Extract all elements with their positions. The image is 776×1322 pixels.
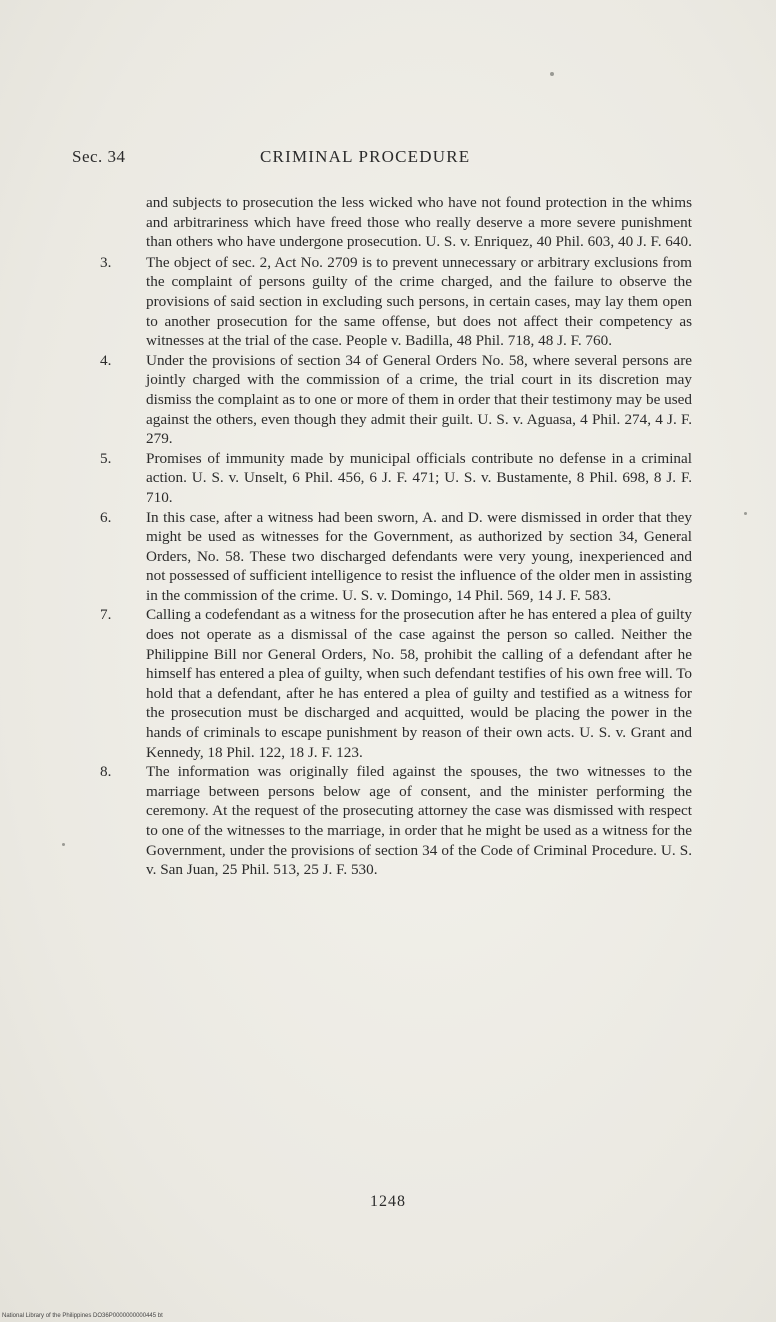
item-text: The object of sec. 2, Act No. 2709 is to prevent unnecessary or arbitrary exclusions from the complaint of persons guilty of the crime charged, and the failure to observe the provisions of said section in excluding such persons, in certain cases, may lay them open to another prosecution for the same offense, but does not affect their competency as witnesses at the trial of the case. People v. Badilla, 48 Phil. 718, 48 J. F. 760. bbox=[146, 253, 692, 350]
annotation-item-3 bbox=[100, 253, 692, 351]
item-number: 7. bbox=[100, 606, 112, 624]
scan-speck bbox=[550, 72, 554, 76]
item-number: 6. bbox=[100, 508, 112, 526]
annotation-item-8 bbox=[100, 762, 692, 880]
annotation-item-5 bbox=[100, 449, 692, 508]
page-number: 1248 bbox=[370, 1193, 406, 1210]
item-text: Calling a codefendant as a witness for the prosecution after he has entered a plea of guilty does not operate as a dismissal of the case against the person so called. Neither the Philippine Bill nor General Orders, No. 58, prohibit the calling of a defendant after he himself has entered a plea of guilty, when such defendant testifies of his own free will. To hold that a defendant, after he has entered a plea of guilty and testified as a witness for the prosecution must be discharged and acquitted, would be placing the power in the hands of criminals to escape punishment by reason of their own acts. U. S. v. Grant and Kennedy, 18 Phil. 122, 18 J. F. 123. bbox=[146, 606, 692, 761]
annotation-item-4 bbox=[100, 351, 692, 449]
item-text: The information was originally filed against the spouses, the two witnesses to the marriage between persons below age of consent, and the minister performing the ceremony. At the request of the prosecuting attorney the case was dismissed with respect to one of the witnesses to the marriage, in order that he might be used as a witness for the Government, under the provisions of section 34 of the Code of Criminal Procedure. U. S. v. San Juan, 25 Phil. 513, 25 J. F. 530. bbox=[146, 763, 692, 879]
scan-footer: National Library of the Philippines DO36P0000000000445 bt bbox=[2, 1313, 163, 1319]
item-text: Under the provisions of section 34 of General Orders No. 58, where several persons are jointly charged with the commission of a crime, the trial court in its discretion may dismiss the complaint as to one or more of them in order that their testimony may be used against the others, even though they admit their guilt. U. S. v. Aguasa, 4 Phil. 274, 4 J. F. 279. bbox=[146, 351, 692, 448]
section-label: Sec. 34 bbox=[72, 147, 126, 166]
annotation-item-6 bbox=[100, 508, 692, 606]
page-header bbox=[72, 147, 700, 171]
annotation-item-7 bbox=[100, 605, 692, 762]
scan-speck bbox=[744, 512, 747, 515]
item-text: In this case, after a witness had been sworn, A. and D. were dismissed in order that they might be used as witnesses for the Government, as authorized by section 34, General Orders, No. 58. These two discharged defendants were very young, inexperienced and not possessed of sufficient intelligence to resist the influence of the older men in assisting in the commission of the crime. U. S. v. Domingo, 14 Phil. 569, 14 J. F. 583. bbox=[146, 508, 692, 604]
item-number: 5. bbox=[100, 449, 112, 467]
scan-speck bbox=[62, 843, 65, 846]
item-number: 3. bbox=[100, 253, 112, 271]
running-title: CRIMINAL PROCEDURE bbox=[260, 147, 471, 166]
item-number: 4. bbox=[100, 351, 112, 369]
page-body bbox=[100, 193, 692, 880]
item-text: Promises of immunity made by municipal officials contribute no defense in a criminal action. U. S. v. Unselt, 6 Phil. 456, 6 J. F. 471; U. S. v. Bustamente, 8 Phil. 698, 8 J. F. 710. bbox=[146, 449, 692, 506]
continuation-paragraph: and subjects to prosecution the less wicked who have not found protection in the whims and arbitrariness which have freed those who really deserve a more severe punishment than others who have undergone prosecution. U. S. v. Enriquez, 40 Phil. 603, 40 J. F. 640. bbox=[146, 194, 692, 251]
item-number: 8. bbox=[100, 763, 112, 781]
